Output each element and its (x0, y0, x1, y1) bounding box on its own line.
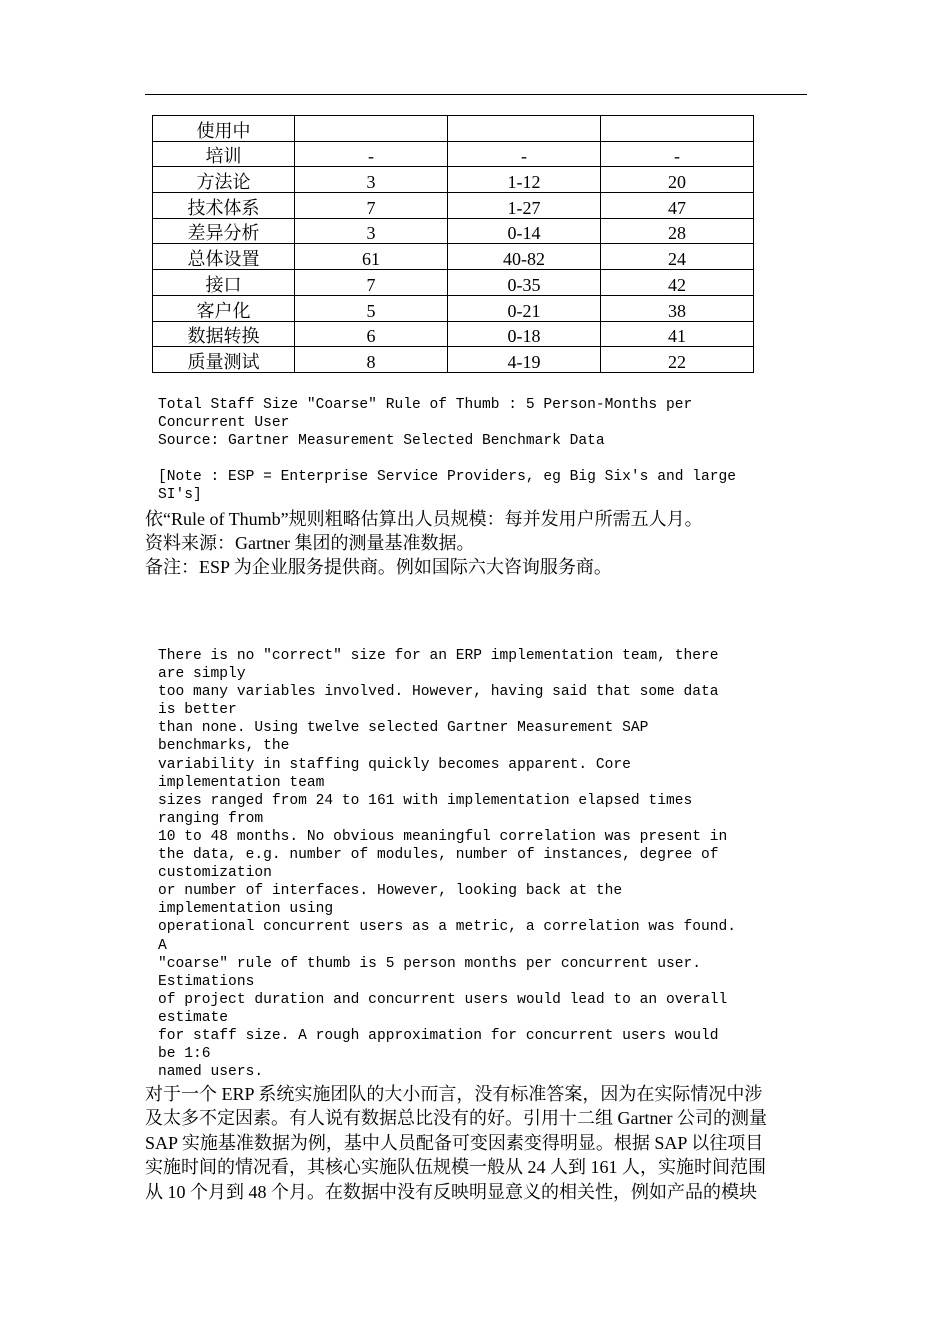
table-cell: 1-12 (448, 167, 601, 193)
table-cell: 22 (601, 347, 754, 373)
table-cell: - (448, 141, 601, 167)
table-cell (601, 116, 754, 142)
table-cell: 8 (295, 347, 448, 373)
table-cell: 6 (295, 321, 448, 347)
table-cell: 5 (295, 295, 448, 321)
table-cell: 7 (295, 193, 448, 219)
table-cell: 0-14 (448, 218, 601, 244)
table-row (153, 244, 754, 270)
chinese-source-note: 资料来源：Gartner 集团的测量基准数据。 (145, 533, 475, 553)
table-cell: 20 (601, 167, 754, 193)
table-cell: 使用中 (153, 116, 295, 142)
table-cell: - (295, 141, 448, 167)
benchmark-table (152, 115, 754, 373)
table-cell: 42 (601, 270, 754, 296)
table-cell: 差异分析 (153, 218, 295, 244)
chinese-esp-note: 备注：ESP 为企业服务提供商。例如国际六大咨询服务商。 (145, 557, 612, 577)
table-row (153, 295, 754, 321)
table-cell: 3 (295, 218, 448, 244)
table-cell: 28 (601, 218, 754, 244)
english-body-paragraph: There is no "correct" size for an ERP implementation team, there are simply too many variables involved. However, having said that some data is better than none. Using twelve selected Gartner Measurement SAP benchmarks, the variability in staffing quickly becomes apparent. Core implementation team sizes ranged from 24 to 161 with implementation elapsed times ranging from 10 to 48 months. No obvious meaningful correlation was present in the data, e.g. number of modules, number of instances, degree of customization or number of interfaces. However, looking back at the implementation using operational concurrent users as a metric, a correlation was found. A "coarse" rule of thumb is 5 person months per concurrent user. Estimations of project duration and concurrent users would lead to an overall estimate for staff size. A rough approximation for concurrent users would be 1:6 named users. (158, 648, 737, 1081)
table-cell: 3 (295, 167, 448, 193)
table-cell: 质量测试 (153, 347, 295, 373)
chinese-rule-note: 依“Rule of Thumb”规则粗略估算出人员规模：每并发用户所需五人月。 (145, 509, 703, 529)
table-row (153, 193, 754, 219)
table-row (153, 141, 754, 167)
table-cell: 41 (601, 321, 754, 347)
chinese-body-paragraph: 对于一个 ERP 系统实施团队的大小而言，没有标准答案，因为在实际情况中涉 及太多不定因素。有人说有数据总比没有的好。引用十二组 Gartner 公司的测量 SAP 实施基准数据为例，基中人员配备可变因素变得明显。根据 SAP 以往项目 实施时间的情况看，其核心实施队伍规模一般从 24 人到 161 人，实施时间范围 从 10 个月到 48 个月。在数据中没有反映明显意义的相关性，例如产品的模块 (145, 1084, 767, 1202)
table-cell: 47 (601, 193, 754, 219)
table-cell: 客户化 (153, 295, 295, 321)
table-row (153, 321, 754, 347)
table-cell (295, 116, 448, 142)
table-row (153, 270, 754, 296)
table-cell: 培训 (153, 141, 295, 167)
header-rule (145, 94, 807, 95)
staff-size-rule-note: Total Staff Size "Coarse" Rule of Thumb : 5 Person-Months per Concurrent User Source: Gartner Measurement Selected Benchmark Data (158, 397, 693, 450)
table-cell: 7 (295, 270, 448, 296)
table-cell: 数据转换 (153, 321, 295, 347)
table-cell: 40-82 (448, 244, 601, 270)
table-cell: 总体设置 (153, 244, 295, 270)
table-cell: 接口 (153, 270, 295, 296)
esp-note: [Note : ESP = Enterprise Service Providers, eg Big Six's and large SI's] (158, 469, 737, 504)
table-cell (448, 116, 601, 142)
table-cell: - (601, 141, 754, 167)
table-cell: 61 (295, 244, 448, 270)
table-cell: 24 (601, 244, 754, 270)
table-row (153, 116, 754, 142)
table-row (153, 167, 754, 193)
table-cell: 方法论 (153, 167, 295, 193)
table-cell: 0-21 (448, 295, 601, 321)
table-row (153, 347, 754, 373)
table-cell: 0-35 (448, 270, 601, 296)
table-cell: 技术体系 (153, 193, 295, 219)
table-cell: 4-19 (448, 347, 601, 373)
table-cell: 0-18 (448, 321, 601, 347)
table-row (153, 218, 754, 244)
table-cell: 38 (601, 295, 754, 321)
table-cell: 1-27 (448, 193, 601, 219)
